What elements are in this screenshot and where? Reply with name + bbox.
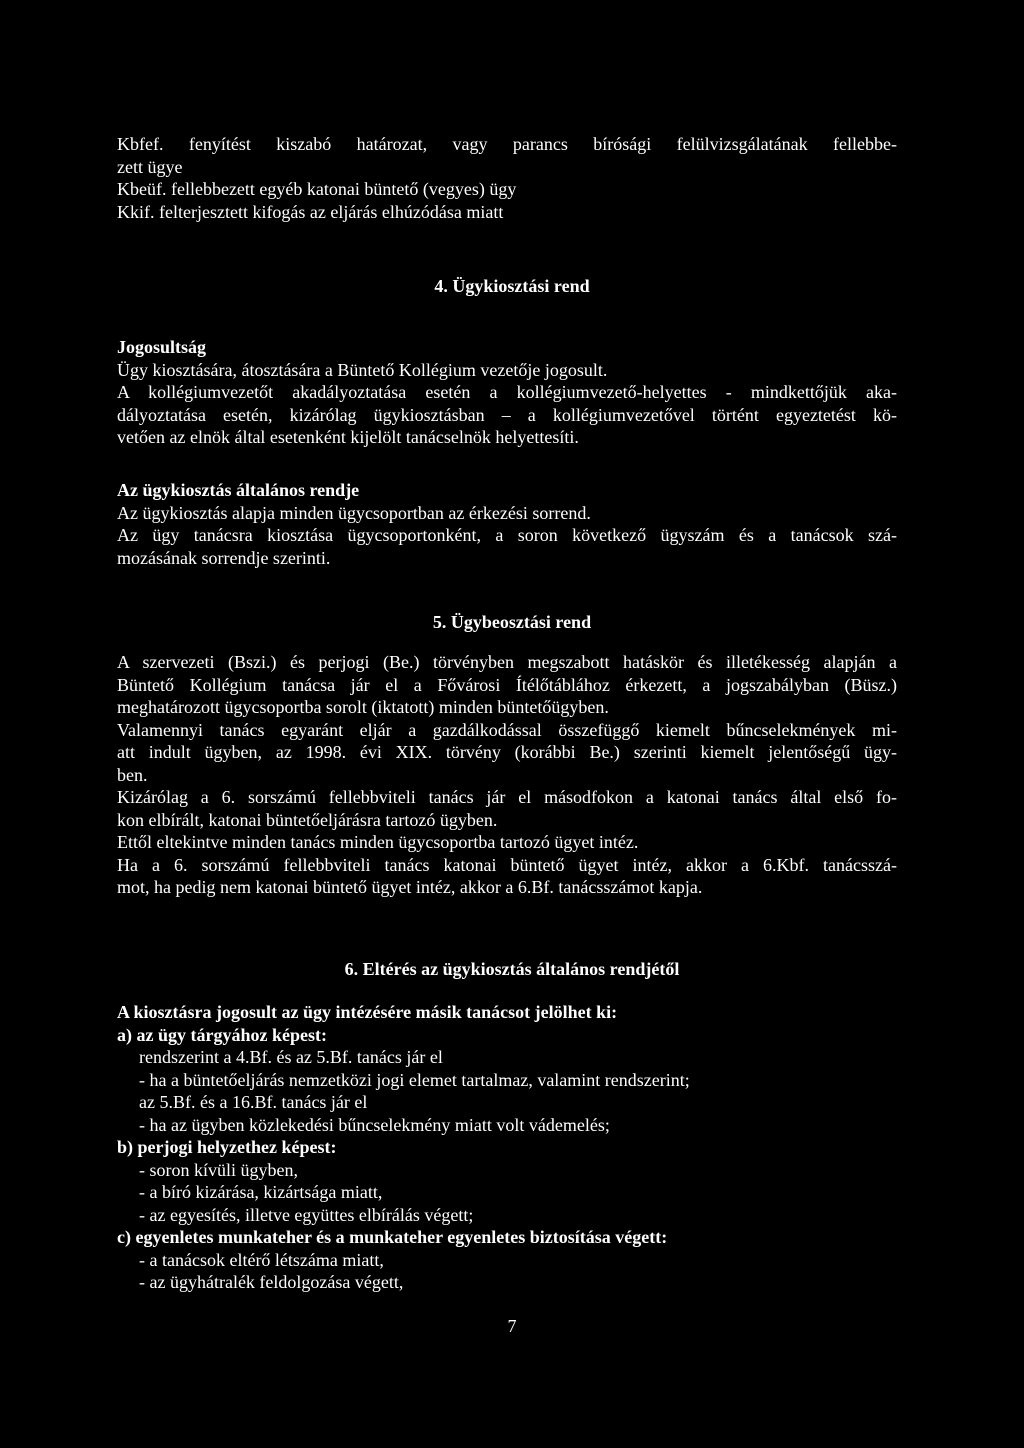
section-5-body <box>117 651 897 899</box>
case-type-line: Kbeüf. fellebbezett egyéb katonai büntető (vegyes) ügy <box>117 179 517 199</box>
paragraph-line: meghatározott ügycsoportba sorolt (iktatott) minden büntetőügyben. <box>117 697 609 717</box>
list-item: az 5.Bf. és a 16.Bf. tanács jár el <box>139 1092 368 1112</box>
list-item: - a tanácsok eltérő létszáma miatt, <box>139 1249 384 1270</box>
paragraph-line: A kollégiumvezetőt akadályoztatása esetén a kollégiumvezető-helyettes - mindkettőjük aka- <box>117 382 897 402</box>
paragraph-line: Ügy kiosztására, átosztására a Büntető Kollégium vezetője jogosult. <box>117 359 608 380</box>
list-item: - ha az ügyben közlekedési bűncselekmény miatt volt vádemelés; <box>139 1114 610 1135</box>
paragraph-line: att indult ügyben, az 1998. évi XIX. törvény (korábbi Be.) szerinti kiemelt jelentőségű ügy- <box>117 742 897 762</box>
paragraph-line: dályoztatása esetén, kizárólag ügykiosztásban – a kollégiumvezetővel történt egyeztetést kö- <box>117 404 897 425</box>
paragraph-line: Ettől eltekintve minden tanács minden ügycsoportba tartozó ügyet intéz. <box>117 832 639 852</box>
paragraph-line: Az ügykiosztás alapja minden ügycsoportban az érkezési sorrend. <box>117 502 591 523</box>
case-type-list <box>117 133 897 223</box>
paragraph-line: Büntető Kollégium tanácsa jár el a Fővárosi Ítélőtáblához érkezett, a jogszabályban (Büsz.) <box>117 674 897 695</box>
list-item: - az egyesítés, illetve együttes elbírálás végett; <box>139 1204 474 1225</box>
paragraph-line: vetően az elnök által esetenként kijelölt tanácselnök helyettesíti. <box>117 427 579 447</box>
paragraph-line: Valamennyi tanács egyaránt eljár a gazdálkodással összefüggő kiemelt bűncselekmények mi- <box>117 719 897 740</box>
subsection-b-heading: b) perjogi helyzethez képest: <box>117 1137 337 1157</box>
list-item: rendszerint a 4.Bf. és az 5.Bf. tanács jár el <box>139 1047 443 1067</box>
subsection-a-heading: a) az ügy tárgyához képest: <box>117 1024 327 1045</box>
section-6-body <box>117 1001 897 1294</box>
paragraph-line: Kizárólag a 6. sorszámú fellebbviteli tanács jár el másodfokon a katonai tanács által első fo- <box>117 787 897 807</box>
paragraph-line: ben. <box>117 764 148 785</box>
paragraph-line: Ha a 6. sorszámú fellebbviteli tanács katonai büntető ügyet intéz, akkor a 6.Kbf. tanácsszá- <box>117 854 897 875</box>
case-type-line: zett ügye <box>117 156 183 177</box>
section-6-intro: A kiosztásra jogosult az ügy intézésére másik tanácsot jelölhet ki: <box>117 1002 618 1022</box>
list-item: - az ügyhátralék feldolgozása végett, <box>139 1272 404 1292</box>
paragraph-line: Az ügy tanácsra kiosztása ügycsoportonként, a soron következő ügyszám és a tanácsok szá- <box>117 525 897 545</box>
subsection-c-heading: c) egyenletes munkateher és a munkateher egyenletes biztosítása végett: <box>117 1227 668 1247</box>
list-item: - ha a büntetőeljárás nemzetközi jogi elemet tartalmaz, valamint rendszerint; <box>139 1069 690 1090</box>
list-item: - soron kívüli ügyben, <box>139 1159 298 1180</box>
altalanos-heading: Az ügykiosztás általános rendje <box>117 480 360 500</box>
list-item: - a bíró kizárása, kizártsága miatt, <box>139 1182 383 1202</box>
case-type-line: Kkif. felterjesztett kifogás az eljárás elhúzódása miatt <box>117 201 504 222</box>
paragraph-line: A szervezeti (Bszi.) és perjogi (Be.) törvényben megszabott hatáskör és illetékesség alapján a <box>117 652 897 672</box>
section-4-title: 4. Ügykiosztási rend <box>434 276 590 296</box>
paragraph-line: mozásának sorrendje szerinti. <box>117 547 331 568</box>
case-type-line: Kbfef. fenyítést kiszabó határozat, vagy parancs bírósági felülvizsgálatának fellebbe- <box>117 134 897 154</box>
page-number: 7 <box>507 1316 517 1336</box>
jogosultsag-heading: Jogosultság <box>117 337 207 357</box>
section-6-title: 6. Eltérés az ügykiosztás általános rendjétől <box>344 959 680 979</box>
paragraph-line: kon elbírált, katonai büntetőeljárásra tartozó ügyben. <box>117 809 498 830</box>
section-4-altalanos <box>117 479 897 569</box>
section-4-jogosultsag <box>117 336 897 449</box>
section-5-title: 5. Ügybeosztási rend <box>432 612 592 632</box>
paragraph-line: mot, ha pedig nem katonai büntető ügyet intéz, akkor a 6.Bf. tanácsszámot kapja. <box>117 877 703 897</box>
